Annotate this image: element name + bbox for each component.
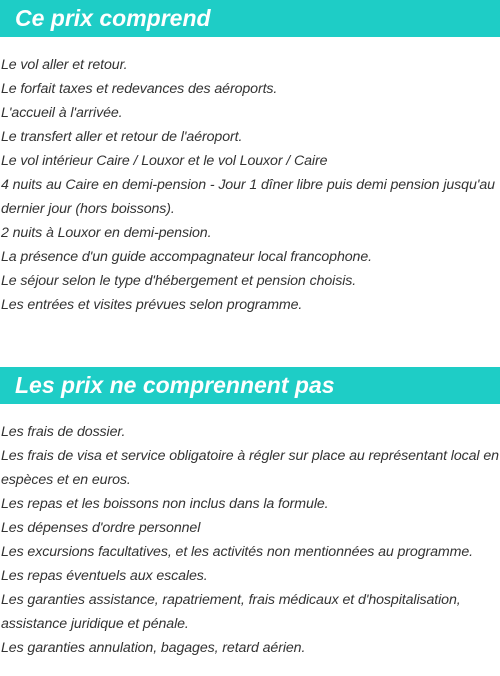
excluded-item: Les repas éventuels aux escales. xyxy=(1,568,208,584)
excluded-item: Les frais de visa et service obligatoire à régler sur place au représentant local en espèces et en euros. xyxy=(1,448,499,488)
included-item: 2 nuits à Louxor en demi-pension. xyxy=(1,225,212,241)
included-item: Le forfait taxes et redevances des aéroports. xyxy=(1,81,278,97)
excluded-items-list xyxy=(0,420,500,660)
included-item: L'accueil à l'arrivée. xyxy=(1,105,123,121)
excluded-item: Les garanties annulation, bagages, retard aérien. xyxy=(1,640,306,656)
excluded-section-title: Les prix ne comprennent pas xyxy=(0,367,500,404)
excluded-item: Les repas et les boissons non inclus dans la formule. xyxy=(1,496,329,512)
included-item: Les entrées et visites prévues selon programme. xyxy=(1,297,303,313)
included-item: Le séjour selon le type d'hébergement et pension choisis. xyxy=(1,273,357,289)
included-section-title: Ce prix comprend xyxy=(0,0,500,37)
included-item: Le transfert aller et retour de l'aéroport. xyxy=(1,129,243,145)
excluded-item: Les excursions facultatives, et les activités non mentionnées au programme. xyxy=(1,544,473,560)
included-item: Le vol intérieur Caire / Louxor et le vol Louxor / Caire xyxy=(1,153,328,169)
included-item: 4 nuits au Caire en demi-pension - Jour 1 dîner libre puis demi pension jusqu'au dernier jour (hors boissons). xyxy=(1,177,495,217)
excluded-item: Les frais de dossier. xyxy=(1,424,126,440)
excluded-item: Les garanties assistance, rapatriement, frais médicaux et d'hospitalisation, assistance juridique et pénale. xyxy=(1,592,461,632)
excluded-item: Les dépenses d'ordre personnel xyxy=(1,520,201,536)
included-item: Le vol aller et retour. xyxy=(1,57,128,73)
included-item: La présence d'un guide accompagnateur local francophone. xyxy=(1,249,372,265)
included-items-list xyxy=(0,53,500,317)
